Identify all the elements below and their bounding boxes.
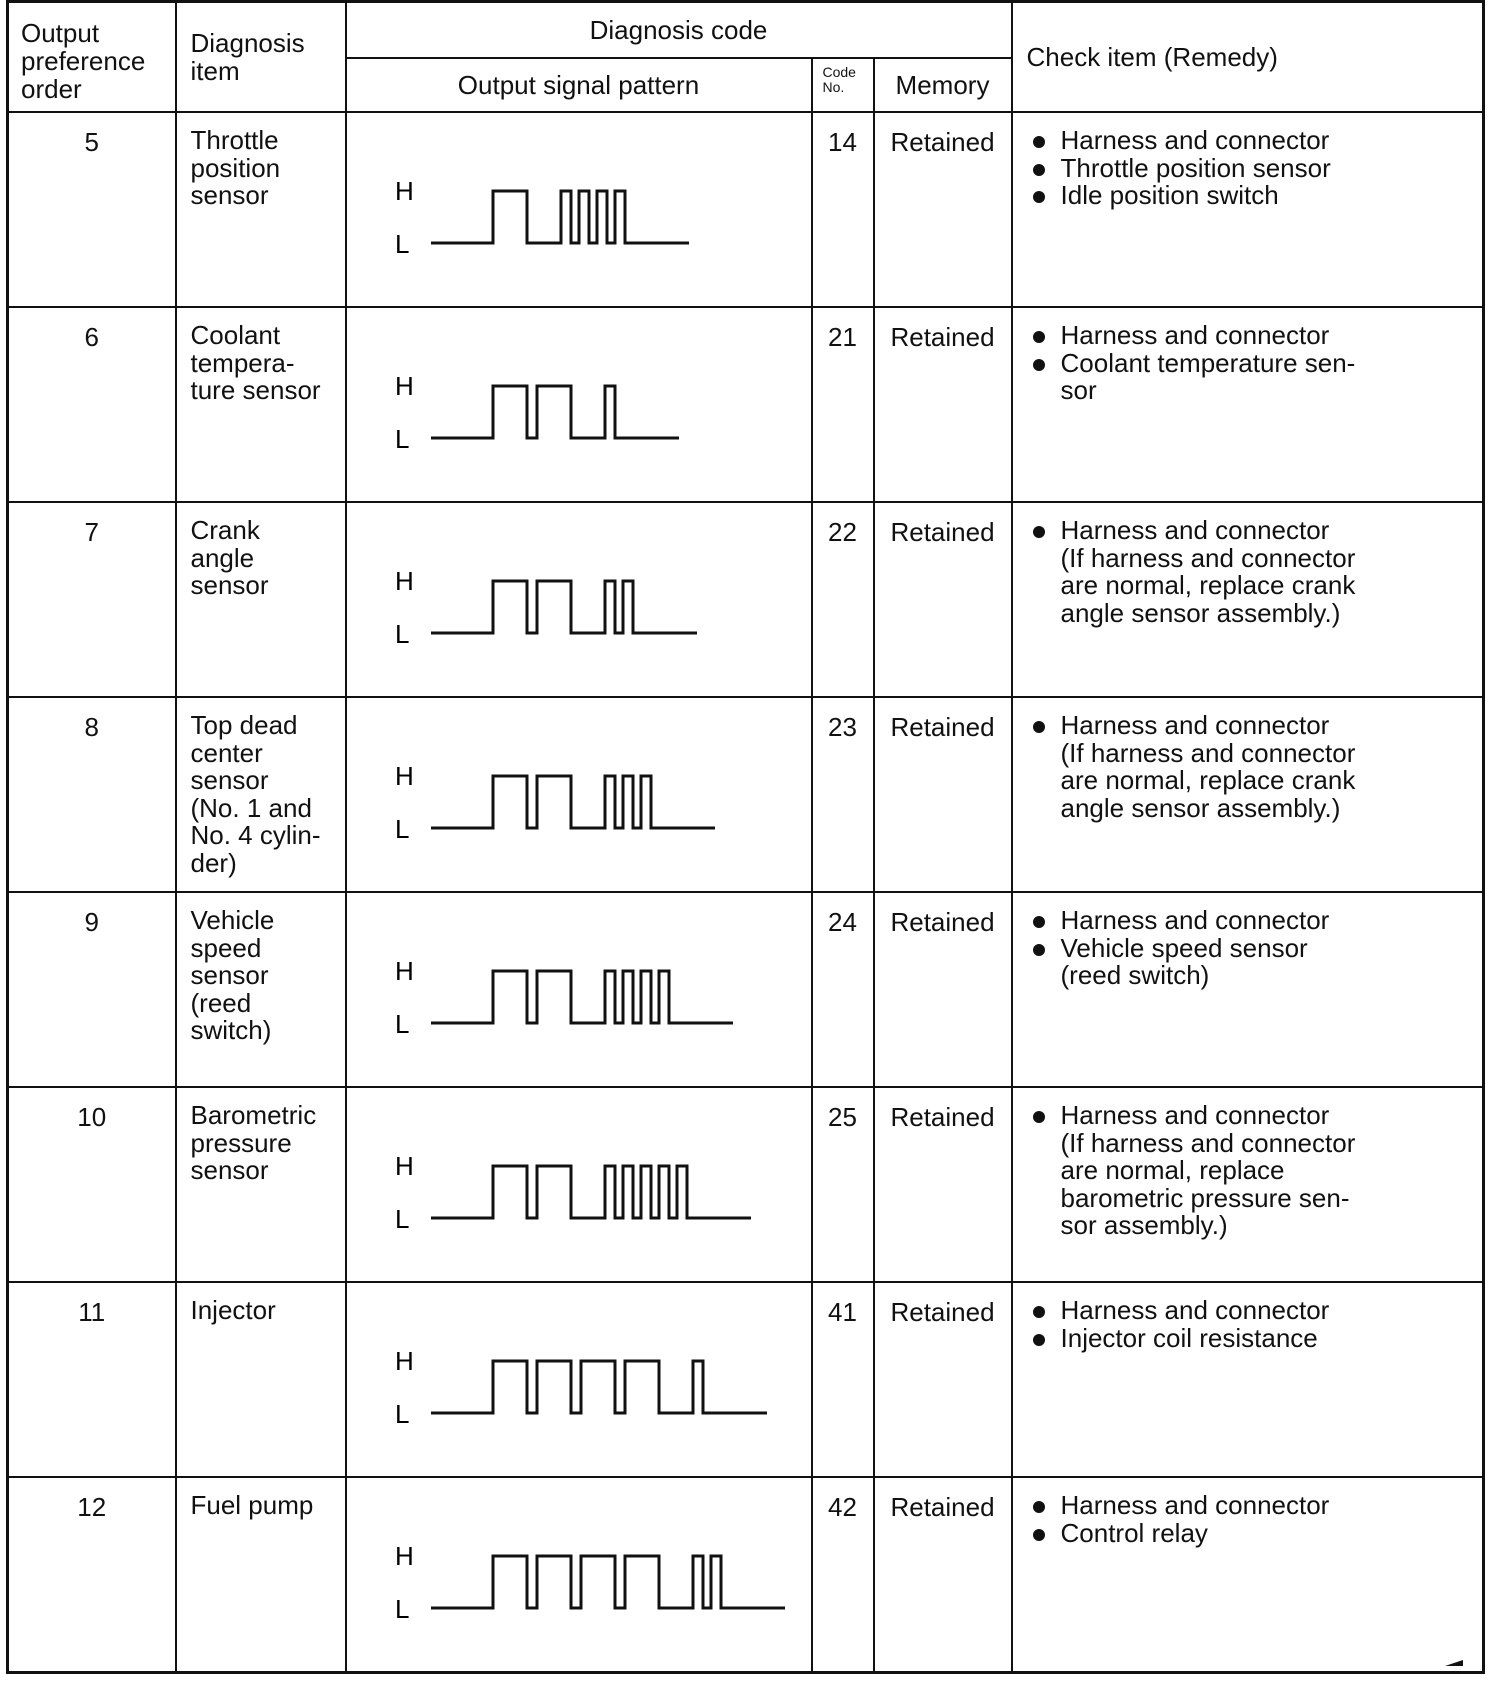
- check-item-bullet: Control relay: [1027, 1520, 1475, 1548]
- diagnosis-item-line: Coolant: [190, 320, 281, 350]
- signal-waveform-line: [431, 1556, 785, 1608]
- check-item-cell: [1012, 112, 1484, 307]
- output-order-cell: 5: [8, 112, 176, 307]
- diagnosis-item-cell: [176, 697, 346, 892]
- signal-waveform-line: [431, 386, 679, 438]
- check-item-cell: [1012, 1087, 1484, 1282]
- check-item-bullet: Harness and connector: [1027, 322, 1475, 350]
- header-diagnosis-item: [176, 2, 346, 113]
- output-order-cell: 10: [8, 1087, 176, 1282]
- diagnosis-item-line: Fuel pump: [190, 1490, 314, 1520]
- diagnosis-item-cell: [176, 1477, 346, 1672]
- diagnosis-item-line: angle: [190, 542, 255, 573]
- check-item-bullet: Vehicle speed sensor: [1027, 935, 1475, 963]
- output-signal-pattern-cell: [346, 502, 812, 697]
- table-row: [8, 502, 1484, 697]
- code-no-cell: 21: [812, 307, 874, 502]
- signal-waveform-line: [431, 971, 733, 1023]
- check-item-bullet: Harness and connector: [1027, 1102, 1475, 1130]
- output-signal-pattern-cell: [346, 1282, 812, 1477]
- check-item-continuation: angle sensor assembly.): [1060, 792, 1341, 823]
- table-row: [8, 1477, 1484, 1672]
- signal-waveform: [347, 893, 809, 1083]
- signal-waveform-line: [431, 776, 715, 828]
- signal-waveform: [347, 113, 809, 303]
- diagnosis-item-line: sensor: [190, 570, 269, 600]
- header-order-line: preference: [21, 46, 146, 76]
- diagnosis-item-line: Barometric: [190, 1100, 317, 1130]
- signal-waveform-line: [431, 191, 689, 243]
- check-item-continuation: angle sensor assembly.): [1060, 597, 1341, 628]
- table-row: [8, 112, 1484, 307]
- diagnosis-item-line: Injector: [190, 1295, 276, 1325]
- check-item-list: [1027, 1297, 1475, 1352]
- check-item-continuation: (reed switch): [1060, 960, 1210, 990]
- code-no-cell: 41: [812, 1282, 874, 1477]
- check-item-list: [1027, 127, 1475, 210]
- signal-high-label: H: [394, 176, 414, 206]
- header-item-line: item: [190, 56, 240, 86]
- output-signal-pattern-cell: [346, 697, 812, 892]
- check-item-continuation: are normal, replace crank: [1060, 765, 1356, 795]
- header-code-no-line: Code: [822, 64, 856, 80]
- diagnosis-item-line: Top dead: [190, 710, 298, 740]
- table-row: [8, 892, 1484, 1087]
- check-item-list: [1027, 322, 1475, 405]
- header-output-signal-pattern: Output signal pattern: [346, 58, 812, 112]
- signal-waveform-line: [431, 581, 697, 633]
- diagnosis-item-line: pressure: [190, 1127, 292, 1158]
- diagnosis-item-line: speed: [190, 932, 262, 963]
- header-order-line: order: [21, 74, 82, 104]
- diagnosis-item-cell: [176, 1282, 346, 1477]
- diagnosis-item-line: sensor: [190, 765, 269, 795]
- diagnosis-item-line: No. 4 cylin-: [190, 820, 321, 850]
- signal-high-label: H: [394, 761, 414, 791]
- check-item-cell: [1012, 1282, 1484, 1477]
- check-item-bullet: Harness and connector: [1027, 1297, 1475, 1325]
- table-row: [8, 1087, 1484, 1282]
- signal-high-label: H: [394, 371, 414, 401]
- diagnosis-item-cell: [176, 1087, 346, 1282]
- signal-waveform: [347, 1088, 809, 1278]
- signal-low-label: L: [394, 1399, 409, 1429]
- check-item-continuation: (If harness and connector: [1060, 1127, 1356, 1158]
- signal-low-label: L: [394, 619, 409, 649]
- output-order-cell: 7: [8, 502, 176, 697]
- output-signal-pattern-cell: [346, 892, 812, 1087]
- memory-cell: Retained: [874, 502, 1012, 697]
- output-signal-pattern-cell: [346, 112, 812, 307]
- check-item-cell: [1012, 697, 1484, 892]
- signal-low-label: L: [394, 1204, 409, 1234]
- output-order-cell: 8: [8, 697, 176, 892]
- check-item-bullet: Harness and connector: [1027, 127, 1475, 155]
- header-item-line: Diagnosis: [190, 28, 305, 58]
- diagnosis-item-line: tempera-: [190, 347, 295, 378]
- header-diagnosis-code: Diagnosis code: [346, 2, 1012, 59]
- diagnosis-item-line: position: [190, 152, 281, 183]
- header-check-item: Check item (Remedy): [1012, 2, 1484, 113]
- memory-cell: Retained: [874, 892, 1012, 1087]
- memory-cell: Retained: [874, 1477, 1012, 1672]
- check-item-list: [1027, 907, 1475, 990]
- header-memory: Memory: [874, 58, 1012, 112]
- signal-waveform: [347, 1283, 809, 1473]
- signal-low-label: L: [394, 229, 409, 259]
- output-order-cell: 12: [8, 1477, 176, 1672]
- check-item-bullet: Harness and connector: [1027, 517, 1475, 545]
- memory-cell: Retained: [874, 112, 1012, 307]
- table-body: [8, 112, 1484, 1672]
- signal-low-label: L: [394, 814, 409, 844]
- check-item-cell: [1012, 502, 1484, 697]
- diagnosis-item-line: (No. 1 and: [190, 792, 312, 823]
- code-no-cell: 23: [812, 697, 874, 892]
- diagnosis-item-line: sensor: [190, 180, 269, 210]
- check-item-continuation: are normal, replace: [1060, 1155, 1285, 1185]
- check-item-list: [1027, 1102, 1475, 1240]
- diagnosis-item-line: sensor: [190, 1155, 269, 1185]
- page-corner-mark: [1443, 1646, 1465, 1668]
- signal-waveform: [347, 698, 809, 888]
- diagnosis-item-line: der): [190, 847, 237, 878]
- output-order-cell: 11: [8, 1282, 176, 1477]
- signal-low-label: L: [394, 1009, 409, 1039]
- signal-high-label: H: [394, 566, 414, 596]
- table-row: [8, 1282, 1484, 1477]
- check-item-continuation: barometric pressure sen-: [1060, 1182, 1350, 1213]
- signal-high-label: H: [394, 1346, 414, 1376]
- check-item-continuation: (If harness and connector: [1060, 542, 1356, 573]
- check-item-cell: [1012, 1477, 1484, 1672]
- diagnosis-item-line: switch): [190, 1015, 272, 1045]
- header-order-line: Output: [21, 18, 100, 48]
- diagnosis-item-line: Crank: [190, 515, 260, 545]
- check-item-bullet: Idle position switch: [1027, 182, 1475, 210]
- diagnosis-item-cell: [176, 892, 346, 1087]
- header-output-preference-order: [8, 2, 176, 113]
- output-order-cell: 9: [8, 892, 176, 1087]
- code-no-cell: 14: [812, 112, 874, 307]
- diagnosis-item-line: center: [190, 737, 263, 768]
- code-no-cell: 22: [812, 502, 874, 697]
- check-item-continuation: (If harness and connector: [1060, 737, 1356, 768]
- code-no-cell: 24: [812, 892, 874, 1087]
- check-item-bullet: Coolant temperature sen-: [1027, 350, 1475, 378]
- check-item-continuation: are normal, replace crank: [1060, 570, 1356, 600]
- diagnosis-item-line: Vehicle: [190, 905, 275, 935]
- diagnosis-item-cell: [176, 502, 346, 697]
- signal-waveform: [347, 308, 809, 498]
- header-code-no-line: No.: [822, 79, 845, 95]
- signal-waveform: [347, 503, 809, 693]
- check-item-bullet: Harness and connector: [1027, 907, 1475, 935]
- check-item-list: [1027, 712, 1475, 822]
- output-order-cell: 6: [8, 307, 176, 502]
- signal-waveform: [347, 1478, 809, 1668]
- check-item-bullet: Throttle position sensor: [1027, 155, 1475, 183]
- signal-high-label: H: [394, 1151, 414, 1181]
- check-item-bullet: Injector coil resistance: [1027, 1325, 1475, 1353]
- diagnosis-item-cell: [176, 307, 346, 502]
- output-signal-pattern-cell: [346, 1087, 812, 1282]
- signal-high-label: H: [394, 1541, 414, 1571]
- check-item-continuation: sor: [1060, 375, 1097, 405]
- signal-waveform-line: [431, 1166, 751, 1218]
- signal-low-label: L: [394, 1594, 409, 1624]
- code-no-cell: 42: [812, 1477, 874, 1672]
- diagnosis-item-line: (reed: [190, 987, 252, 1018]
- check-item-continuation: sor assembly.): [1060, 1210, 1228, 1240]
- diagnosis-code-table: [6, 0, 1485, 1674]
- memory-cell: Retained: [874, 697, 1012, 892]
- diagnosis-item-cell: [176, 112, 346, 307]
- memory-cell: Retained: [874, 1282, 1012, 1477]
- check-item-bullet: Harness and connector: [1027, 1492, 1475, 1520]
- check-item-list: [1027, 1492, 1475, 1547]
- signal-high-label: H: [394, 956, 414, 986]
- diagnosis-code-sheet: [6, 0, 1485, 1674]
- check-item-cell: [1012, 892, 1484, 1087]
- check-item-list: [1027, 517, 1475, 627]
- diagnosis-item-line: Throttle: [190, 125, 279, 155]
- table-row: [8, 697, 1484, 892]
- output-signal-pattern-cell: [346, 1477, 812, 1672]
- diagnosis-item-line: sensor: [190, 960, 269, 990]
- table-row: [8, 307, 1484, 502]
- diagnosis-item-line: ture sensor: [190, 375, 321, 405]
- output-signal-pattern-cell: [346, 307, 812, 502]
- check-item-cell: [1012, 307, 1484, 502]
- check-item-bullet: Harness and connector: [1027, 712, 1475, 740]
- code-no-cell: 25: [812, 1087, 874, 1282]
- memory-cell: Retained: [874, 307, 1012, 502]
- memory-cell: Retained: [874, 1087, 1012, 1282]
- signal-waveform-line: [431, 1361, 767, 1413]
- signal-low-label: L: [394, 424, 409, 454]
- header-code-no: [812, 58, 874, 112]
